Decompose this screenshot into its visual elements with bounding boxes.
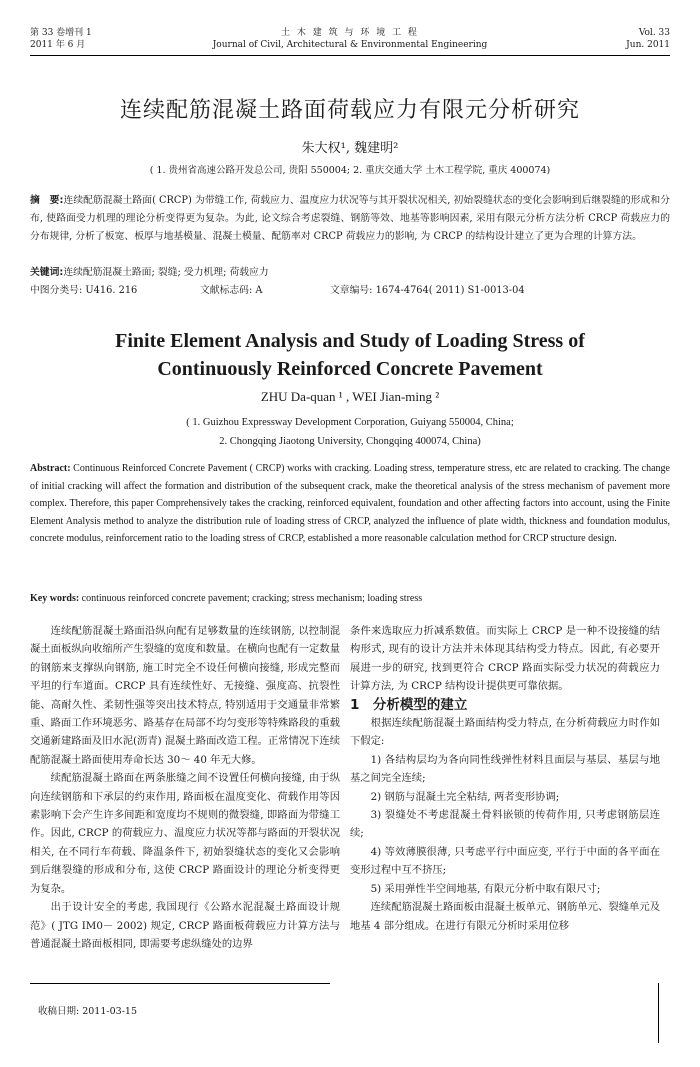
affiliation-en-line1: ( 1. Guizhou Expressway Development Corporation, Guiyang 550004, China; [186,417,514,428]
keywords-zh-text: 连续配筋混凝土路面; 裂缝; 受力机理; 荷载应力 [63,267,269,278]
body-paragraph: 出于设计安全的考虑, 我国现行《公路水泥混凝土路面设计规范》( JTG IM0－ 2002) 规定, CRCP 路面板荷载应力计算方法与普通混凝土路面板相同, 即需要考虑纵缝处的边界 [30,901,340,950]
journal-name-en: Journal of Civil, Architectural & Environmental Engineering [212,40,488,50]
abstract-zh-label: 摘 要: [30,195,64,206]
assumption-item: 3) 裂缝处不考虑混凝土骨料嵌锁的传荷作用, 只考虑钢筋层连续; [350,809,660,840]
journal-volume-info [30,27,92,51]
authors-en: ZHU Da-quan ¹ , WEI Jian-ming ² [260,389,440,404]
body-paragraph: 条件来选取应力折减系数值。而实际上 CRCP 是一种不设接缝的结构形式, 现有的设计方法并未体现其结构受力特点。因此, 有必要开展进一步的研究, 找到更符合 CRCP 路面实际受力状况的荷载应力计算方法, 为 CRCP 结构设计提供更可靠依据。 [350,625,660,693]
body-paragraph: 续配筋混凝土路面在两条胀缝之间不设置任何横向接缝, 由于纵向连续钢筋和下承层的约束作用, 路面板在温度变化、荷载作用等因素影响下会产生许多间距和宽度均不规则的微裂缝, 即路面为带缝工作。因此, CRCP 的荷载应力、温度应力状况等都与路面的开裂状况相关, 在不同行车荷载、降温条件下, 初始裂缝状态的变化又会影响到后继裂缝的形成和分布, 这使 CRCP 路面设计的理论分析变得更为复杂。 [30,772,340,895]
abstract-en-text: Continuous Reinforced Concrete Pavement ( CRCP) works with cracking. Loading stress, temperature stress, etc are related to cracking. The change of initial cracking will affect the formation and distribution of the subsequent crack, make the theoretical analysis of the stress mechanism of pavement more complex. Therefore, this paper Comprehensively takes the cracking, reinforced equivalent, foundation and other affecting factors into account, using the Finite Element Analysis method to analyze the distribution rule of loading stress of CRCP, analyzed the influence of plate width, thickness and foundation modulus, concrete modulus, reinforcement ratio to the loading stress of CRCP, established a more reasonable calculation method for CRCP structure design. [30,463,670,545]
footnote-rule [30,983,330,984]
volume-en: Vol. 33 [638,28,670,38]
affiliation-en-line2: 2. Chongqing Jiaotong University, Chongqing 400074, China) [219,436,481,447]
keywords-en [30,590,670,607]
date-en: Jun. 2011 [626,40,670,50]
body-paragraph: 连续配筋混凝土路面板由混凝土板单元、钢筋单元、裂缝单元及地基 4 部分组成。在进行有限元分析时采用位移 [350,901,660,932]
body-paragraph: 根据连续配筋混凝土路面结构受力特点, 在分析荷载应力时作如下假定: [350,717,660,748]
journal-volume-en [626,27,670,51]
authors-zh: 朱大权¹, 魏建明² [301,141,399,156]
clc-number: 中图分类号: U416. 216 [30,285,138,296]
paper-title-en-line1: Finite Element Analysis and Study of Loading Stress of [115,330,585,352]
volume-issue: 第 33 卷增刊 1 [30,28,92,38]
assumption-item: 1) 各结构层均为各向同性线弹性材料且面层与基层、基层与地基之间完全连续; [350,753,660,785]
body-left-column [30,622,340,953]
paper-title-en [40,327,660,383]
journal-name-zh: 土 木 建 筑 与 环 境 工 程 [281,28,419,38]
abstract-en [30,460,670,548]
paper-title-zh: 连续配筋混凝土路面荷载应力有限元分析研究 [119,98,580,123]
abstract-zh [30,192,670,246]
body-paragraph: 连续配筋混凝土路面沿纵向配有足够数量的连续钢筋, 以控制混凝土面板纵向收缩所产生裂缝的宽度和数量。在横向也配有一定数量的钢筋来支撑纵向钢筋, 施工时完全不设任何横向接缝, 形成完整而平坦的行车道面。CRCP 具有连续性好、无接缝、强度高、抗裂性能、高耐久性、柔韧性强等突出技术特点, 特别适用于交通量非常繁重、路面工作环境恶劣、路基存在局部不均匀变形等特殊路段的重载交通新建路面及旧水泥(沥青) 混凝土路面改造工程。正常情况下连续配筋混凝土路面使用寿命长达 30～ 40 年无大修。 [30,625,340,766]
affiliation-en [40,413,660,451]
footnote-box-edge [658,983,659,1043]
keywords-en-label: Key words: [30,593,80,604]
header-rule [30,55,670,56]
abstract-en-label: Abstract: [30,463,71,474]
journal-name [150,27,550,51]
keywords-zh [30,264,670,282]
assumption-item: 4) 等效薄膜很薄, 只考虑平行中面应变, 平行于中面的各平面在变形过程中互不挤压; [350,845,660,877]
document-code: 文献标志码: A [200,285,263,296]
assumption-item: 2) 钢筋与混凝土完全粘结, 两者变形协调; [370,790,560,803]
body-right-column [350,622,660,935]
received-date: 收稿日期: 2011-03-15 [38,1006,137,1017]
keywords-en-text: continuous reinforced concrete pavement; cracking; stress mechanism; loading stress [81,593,423,604]
article-number: 文章编号: 1674-4764( 2011) S1-0013-04 [330,285,525,296]
paper-title-en-line2: Continuously Reinforced Concrete Pavement [157,358,543,380]
abstract-zh-text: 连续配筋混凝土路面( CRCP) 为带缝工作, 荷载应力、温度应力状况等与其开裂状况相关, 初始裂缝状态的变化会影响到后继裂缝的形成和分布, 使路面受力机理的理论分析变得更为复杂。为此, 论文综合考虑裂缝、钢筋等效、地基等影响因素, 采用有限元分析方法分析 CRCP 荷载应力的分布规律, 分析了板宽、板厚与地基模量、混凝土模量、配筋率对 CRCP 荷载应力的影响, 为 CRCP 的结构设计建立了更为合理的计算方法。 [30,195,671,242]
assumption-item: 5) 采用弹性半空间地基, 有限元分析中取有限尺寸; [370,882,601,895]
section-heading: 1 分析模型的建立 [350,696,468,713]
keywords-zh-label: 关键词: [30,267,64,278]
affiliation-zh: ( 1. 贵州省高速公路开发总公司, 贵阳 550004; 2. 重庆交通大学 土木工程学院, 重庆 400074) [149,165,551,176]
publication-date: 2011 年 6 月 [30,40,86,50]
